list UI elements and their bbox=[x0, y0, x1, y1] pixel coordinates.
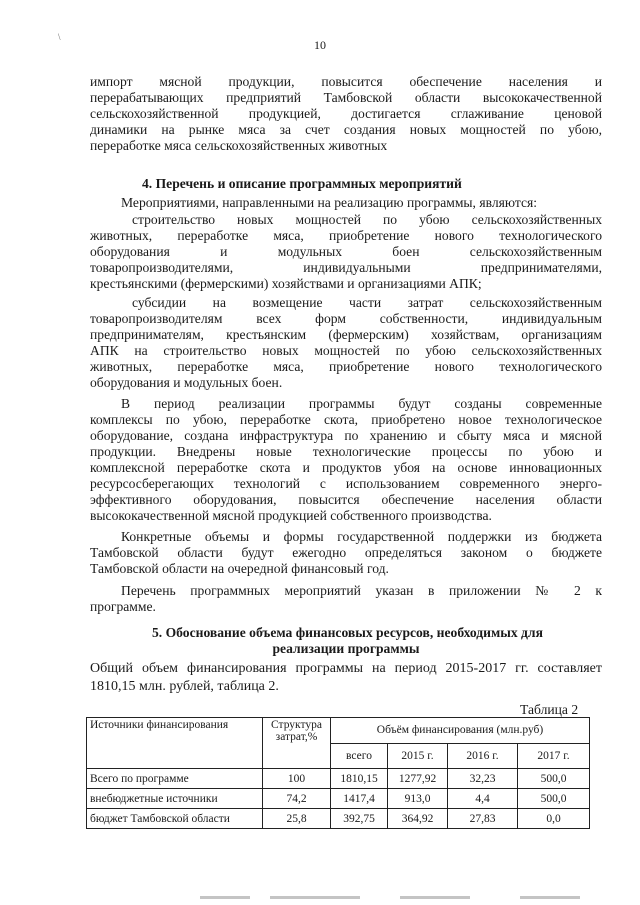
table-row bbox=[87, 789, 590, 809]
paragraph-line: предпринимателям, крестьянским (фермерским) хозяйствам, организациям bbox=[90, 327, 602, 342]
paragraph-line: комплексной переработке скота и продуктов убоя на основе инновационных bbox=[90, 460, 602, 475]
cell-2017: 500,0 bbox=[518, 789, 590, 809]
financing-table bbox=[86, 717, 590, 829]
paragraph-line: товаропроизводителями, индивидуальными предпринимателями, bbox=[90, 260, 602, 275]
page-number: 10 bbox=[314, 38, 326, 52]
cell-structure: 25,8 bbox=[263, 809, 331, 829]
table-header-row bbox=[87, 718, 590, 744]
scan-artifact bbox=[400, 896, 470, 899]
paragraph-line: перерабатывающих предприятий Тамбовской области высококачественной bbox=[90, 90, 602, 105]
header-2015: 2015 г. bbox=[388, 743, 448, 769]
paragraph-line: Перечень программных мероприятий указан в приложении № 2 к bbox=[121, 583, 602, 598]
cell-total: 392,75 bbox=[331, 809, 388, 829]
header-source: Источники финансирования bbox=[87, 718, 263, 769]
cell-structure: 74,2 bbox=[263, 789, 331, 809]
paragraph-line: Общий объем финансирования программы на период 2015-2017 гг. составляет bbox=[90, 661, 602, 676]
paragraph-line: 1810,15 млн. рублей, таблица 2. bbox=[90, 679, 279, 694]
paragraph-line: импорт мясной продукции, повысится обеспечение населения и bbox=[90, 74, 602, 89]
paragraph-line: программе. bbox=[90, 599, 156, 614]
header-2016: 2016 г. bbox=[448, 743, 518, 769]
paragraph-line: продукции. Внедрены новые технологические процессы по убою и bbox=[90, 444, 602, 459]
cell-source: внебюджетные источники bbox=[87, 789, 263, 809]
table-row bbox=[87, 809, 590, 829]
section-4-heading: 4. Перечень и описание программных мероприятий bbox=[142, 176, 462, 191]
paragraph-line: ресурсосберегающих технологий с использованием современного энерго- bbox=[90, 476, 602, 491]
table-row bbox=[87, 769, 590, 789]
paragraph-line: оборудования и модульных боен сельскохозяйственным bbox=[90, 244, 602, 259]
paragraph-line: оборудование, создана инфраструктура по хранению и сбыту мяса и мясной bbox=[90, 428, 602, 443]
paragraph-line: Конкретные объемы и формы государственной поддержки из бюджета bbox=[121, 529, 602, 544]
paragraph-line: оборудования и модульных боен. bbox=[90, 375, 283, 390]
scan-tick-mark: \ bbox=[58, 32, 61, 42]
paragraph-line: Мероприятиями, направленными на реализацию программы, являются: bbox=[121, 195, 538, 210]
paragraph-line: переработке мяса сельскохозяйственных животных bbox=[90, 138, 388, 153]
paragraph-line: динамики на рынке мяса за счет создания новых мощностей по убою, bbox=[90, 122, 602, 137]
scan-artifact bbox=[520, 896, 580, 899]
paragraph-line: Тамбовской области будут ежегодно определяться законом о бюджете bbox=[90, 545, 602, 560]
cell-total: 1810,15 bbox=[331, 769, 388, 789]
paragraph-line: высококачественной мясной продукцией собственного производства. bbox=[90, 508, 492, 523]
header-2017: 2017 г. bbox=[518, 743, 590, 769]
paragraph-line: животных, переработке мяса, приобретение нового технологического bbox=[90, 228, 602, 243]
header-total: всего bbox=[331, 743, 388, 769]
cell-total: 1417,4 bbox=[331, 789, 388, 809]
section-5-heading-cont: реализации программы bbox=[272, 641, 420, 656]
scan-artifact bbox=[200, 896, 250, 899]
cell-2015: 1277,92 bbox=[388, 769, 448, 789]
paragraph-line: товаропроизводителям всех форм собственности, индивидуальным bbox=[90, 311, 602, 326]
cell-2015: 913,0 bbox=[388, 789, 448, 809]
paragraph-line: сельскохозяйственной продукцией, достигается сглаживание ценовой bbox=[90, 106, 602, 121]
cell-2016: 27,83 bbox=[448, 809, 518, 829]
cell-2016: 32,23 bbox=[448, 769, 518, 789]
paragraph-line: Тамбовской области на очередной финансовый год. bbox=[90, 561, 389, 576]
paragraph-line: комплексы по убою, переработке скота, приобретено новое технологическое bbox=[90, 412, 602, 427]
header-volume: Объём финансирования (млн.руб) bbox=[331, 718, 590, 744]
paragraph-line: АПК на строительство новых мощностей по убою сельскохозяйственных bbox=[90, 343, 602, 358]
cell-2017: 0,0 bbox=[518, 809, 590, 829]
cell-source: бюджет Тамбовской области bbox=[87, 809, 263, 829]
scan-artifact bbox=[270, 896, 360, 899]
table-caption: Таблица 2 bbox=[520, 702, 579, 717]
cell-2015: 364,92 bbox=[388, 809, 448, 829]
paragraph-line: субсидии на возмещение части затрат сельскохозяйственным bbox=[132, 295, 602, 310]
paragraph-line: эффективного оборудования, повысится обеспечение населения области bbox=[90, 492, 602, 507]
paragraph-line: строительство новых мощностей по убою сельскохозяйственных bbox=[132, 212, 602, 227]
cell-source: Всего по программе bbox=[87, 769, 263, 789]
paragraph-line: животных, переработке мяса, приобретение нового технологического bbox=[90, 359, 602, 374]
cell-2016: 4,4 bbox=[448, 789, 518, 809]
paragraph-line: крестьянскими (фермерскими) хозяйствами и организациями АПК; bbox=[90, 276, 482, 291]
paragraph-line: В период реализации программы будут созданы современные bbox=[121, 396, 602, 411]
cell-structure: 100 bbox=[263, 769, 331, 789]
cell-2017: 500,0 bbox=[518, 769, 590, 789]
header-structure: Структура затрат,% bbox=[263, 718, 331, 769]
section-5-heading: 5. Обоснование объема финансовых ресурсов, необходимых для bbox=[152, 625, 543, 640]
